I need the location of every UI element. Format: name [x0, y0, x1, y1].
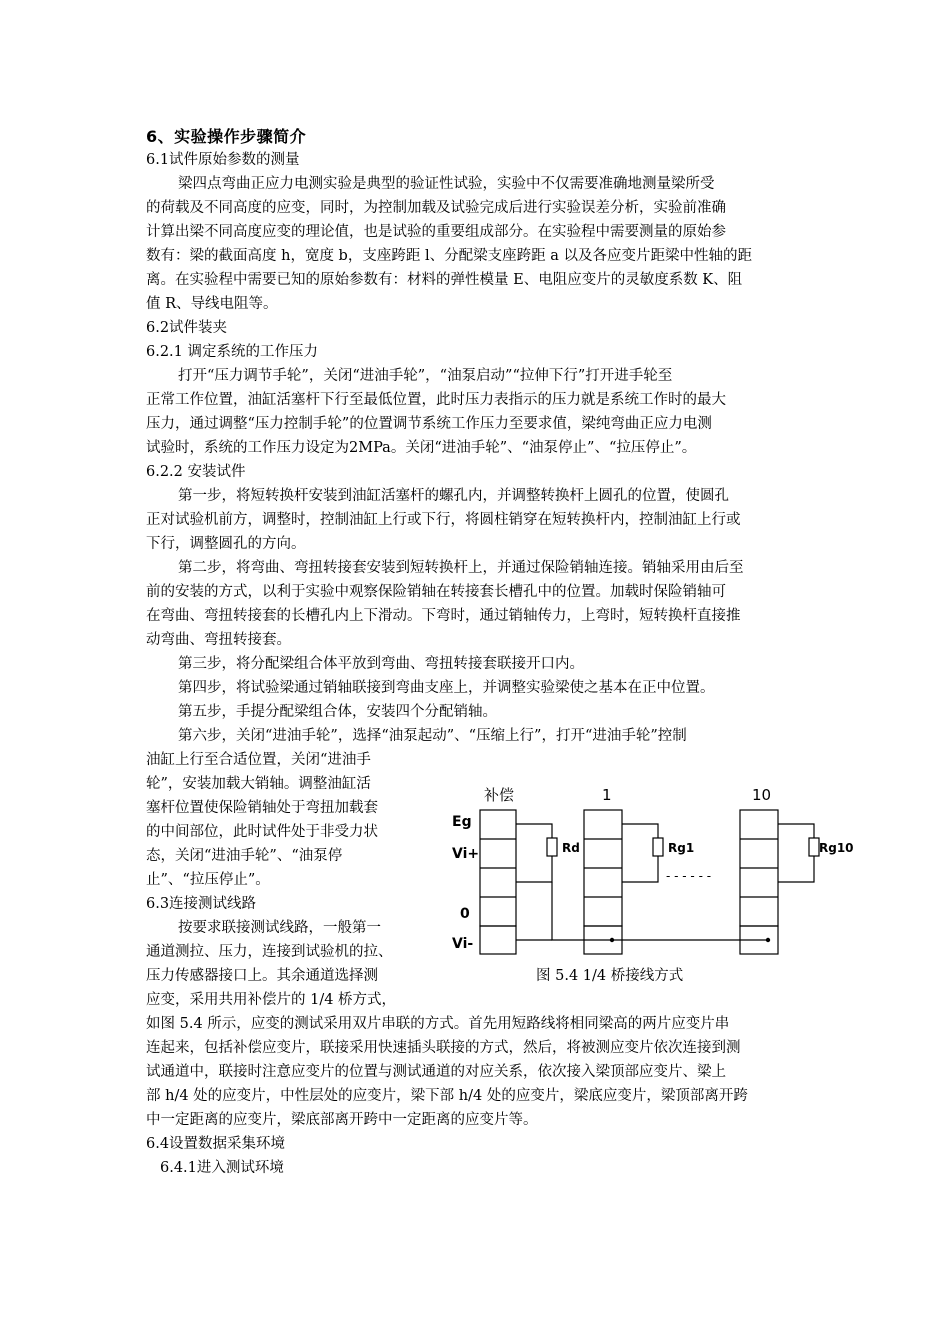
resistor-rd: [547, 838, 557, 856]
junction-dot: [766, 938, 770, 942]
paragraph-line: 前的安装的方式，以利于实验中观察保险销轴在转接套长槽孔中的位置。加载时保险销轴可: [146, 584, 726, 600]
label-vip: Vi+: [452, 846, 480, 862]
paragraph-line: 中一定距离的应变片，梁底部离开跨中一定距离的应变片等。: [146, 1112, 538, 1128]
figure-caption: 图 5.4 1/4 桥接线方式: [536, 968, 684, 984]
subsection-6-4-1: 6.4.1进入测试环境: [160, 1160, 284, 1176]
junction-dot: [610, 938, 614, 942]
paragraph-line: 打开“压力调节手轮”，关闭“进油手轮”，“油泵启动”“拉伸下行”打开进手轮至: [178, 368, 673, 384]
label-ch10: 10: [752, 786, 772, 804]
paragraph-line: 试验时，系统的工作压力设定为2MPa。关闭“进油手轮”、“油泵停止”、“拉压停止”。: [146, 440, 697, 456]
paragraph-line: 的荷载及不同高度的应变，同时，为控制加载及试验完成后进行实验误差分析，实验前准确: [146, 200, 726, 216]
paragraph-line: 如图 5.4 所示，应变的测试采用双片串联的方式。首先用短路线将相同梁高的两片应变片串: [146, 1016, 730, 1032]
label-eg: Eg: [452, 814, 472, 830]
paragraph-line: 轮”，安装加载大销轴。调整油缸活: [146, 776, 371, 792]
subsection-6-4: 6.4设置数据采集环境: [146, 1136, 286, 1152]
label-ch1: 1: [602, 786, 612, 804]
paragraph-line: 梁四点弯曲正应力电测实验是典型的验证性试验，实验中不仅需要准确地测量梁所受: [178, 176, 715, 192]
paragraph-line: 试通道中，联接时注意应变片的位置与测试通道的对应关系，依次接入梁顶部应变片、梁上: [146, 1064, 726, 1080]
paragraph-line: 塞杆位置使保险销轴处于弯扭加载套: [146, 800, 378, 816]
subsection-6-1: 6.1试件原始参数的测量: [146, 152, 300, 168]
paragraph-line: 的中间部位，此时试件处于非受力状: [146, 824, 378, 840]
section-heading: 6、实验操作步骤简介: [146, 127, 307, 146]
label-rg1: Rg1: [668, 841, 695, 855]
paragraph-line: 态，关闭“进油手轮”、“油泵停: [146, 848, 343, 864]
paragraph-line: 压力传感器接口上。其余通道选择测: [146, 968, 378, 984]
paragraph-line: 第三步，将分配梁组合体平放到弯曲、弯扭转接套联接开口内。: [178, 656, 584, 672]
paragraph-line: 数有：梁的截面高度 h，宽度 b，支座跨距 l、分配梁支座跨距 a 以及各应变片距梁中性轴的距: [146, 248, 752, 264]
continuation-dots: - - - - - -: [666, 869, 712, 883]
paragraph-line: 应变，采用共用补偿片的 1/4 桥方式，: [146, 992, 397, 1008]
paragraph-line: 在弯曲、弯扭转接套的长槽孔内上下滑动。下弯时，通过销轴传力，上弯时，短转换杆直接推: [146, 608, 741, 624]
paragraph-line: 离。在实验程中需要已知的原始参数有：材料的弹性模量 E、电阻应变片的灵敏度系数 K、阻: [146, 272, 743, 288]
paragraph-line: 第五步，手提分配梁组合体，安装四个分配销轴。: [178, 704, 497, 720]
paragraph-line: 下行，调整圆孔的方向。: [146, 536, 306, 552]
paragraph-line: 通道测拉、压力，连接到试验机的拉、: [146, 944, 393, 960]
paragraph-line: 正对试验机前方，调整时，控制油缸上行或下行，将圆柱销穿在短转换杆内，控制油缸上行或: [146, 512, 741, 528]
subsection-6-3: 6.3连接测试线路: [146, 896, 257, 912]
paragraph-line: 值 R、导线电阻等。: [146, 296, 278, 312]
label-rd: Rd: [562, 841, 580, 855]
paragraph-line: 按要求联接测试线路，一般第一: [178, 920, 381, 936]
paragraph-line: 计算出梁不同高度应变的理论值，也是试验的重要组成部分。在实验程中需要测量的原始参: [146, 224, 726, 240]
label-vim: Vi-: [452, 936, 474, 952]
label-comp: 补偿: [484, 786, 515, 804]
paragraph-line: 正常工作位置，油缸活塞杆下行至最低位置，此时压力表指示的压力就是系统工作时的最大: [146, 392, 726, 408]
subsection-6-2-1: 6.2.1 调定系统的工作压力: [146, 344, 319, 360]
label-zero: 0: [460, 906, 470, 922]
paragraph-line: 动弯曲、弯扭转接套。: [146, 632, 291, 648]
bridge-wiring-diagram: [446, 782, 854, 964]
paragraph-line: 止”、“拉压停止”。: [146, 872, 270, 888]
subsection-6-2: 6.2试件装夹: [146, 320, 228, 336]
subsection-6-2-2: 6.2.2 安装试件: [146, 464, 246, 480]
paragraph-line: 压力，通过调整“压力控制手轮”的位置调节系统工作压力至要求值，梁纯弯曲正应力电测: [146, 416, 712, 432]
paragraph-line: 第六步，关闭“进油手轮”，选择“油泵起动”、“压缩上行”，打开“进油手轮”控制: [178, 728, 687, 744]
paragraph-line: 连起来，包括补偿应变片，联接采用快速插头联接的方式，然后，将被测应变片依次连接到测: [146, 1040, 741, 1056]
paragraph-line: 第二步，将弯曲、弯扭转接套安装到短转换杆上，并通过保险销轴连接。销轴采用由后至: [178, 560, 744, 576]
label-rg10: Rg10: [819, 841, 854, 855]
resistor-rg10: [809, 838, 819, 856]
paragraph-line: 油缸上行至合适位置，关闭“进油手: [146, 752, 371, 768]
paragraph-line: 第四步，将试验梁通过销轴联接到弯曲支座上，并调整实验梁使之基本在正中位置。: [178, 680, 715, 696]
resistor-rg1: [653, 838, 663, 856]
paragraph-line: 部 h/4 处的应变片，中性层处的应变片，梁下部 h/4 处的应变片，梁底应变片，梁顶部离开跨: [146, 1088, 748, 1104]
paragraph-line: 第一步，将短转换杆安装到油缸活塞杆的螺孔内，并调整转换杆上圆孔的位置，使圆孔: [178, 488, 729, 504]
